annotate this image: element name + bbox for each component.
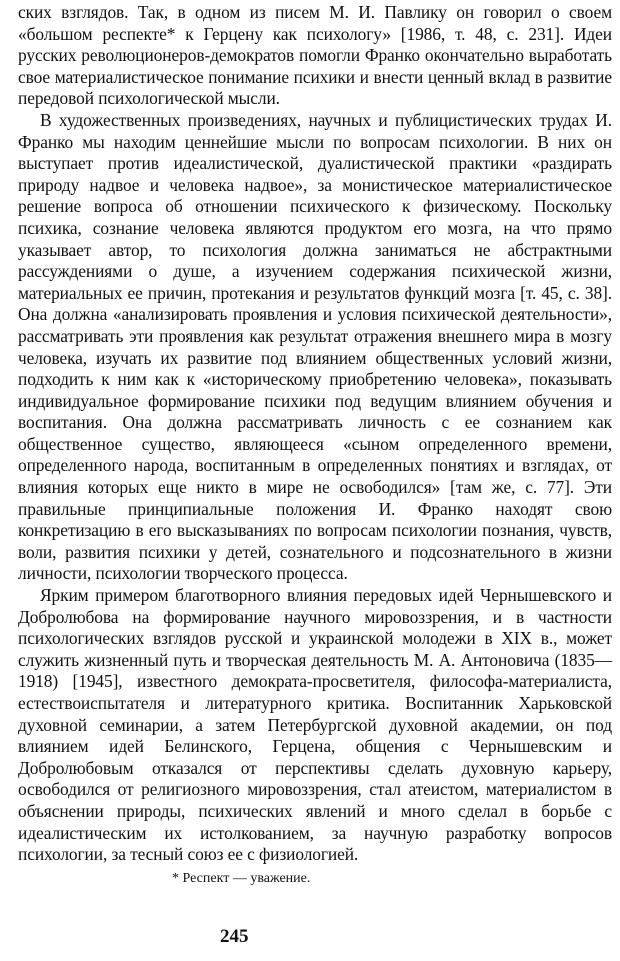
paragraph-3: Ярким примером благотворного влияния передовых идей Чернышевского и Добролюбова на формирование научного мировоззрения, и в частности психологических взглядов русской и украинской молодежи в XIX в., может служить жизненный путь и творческая деятельность М. А. Антоновича (1835—1918) [1945], известного демократа-просветителя, философа-материалиста, естествоиспытателя и литературного критика. Воспитанник Харьковской духовной семинарии, а затем Петербургской духовной академии, он под влиянием идей Белинского, Герцена, общения с Чернышевским и Добролюбовым отказался от перспективы сделать духовную карьеру, освободился от религиозного мировоззрения, стал атеистом, материалистом в объяснении природы, психических явлений и много сделал в борьбе с идеалистическим их истолкованием, за научную разработку вопросов психологии, за тесный союз ее с физиологией. [18, 585, 612, 865]
paragraph-2: В художественных произведениях, научных и публицистических трудах И. Франко мы находим ценнейшие мысли по вопросам психологии. В них он выступает против идеалистической, дуалистической практики «раздирать природу надвое и человека надвое», за монистическое материалистическое решение вопроса об отношении психического к физическому. Поскольку психика, сознание человека являются продуктом его мозга, на что прямо указывает автор, то психология должна заниматься не абстрактными рассуждениями о душе, а изучением содержания психической жизни, материальных ее причин, протекания и результатов функций мозга [т. 45, с. 38]. Она должна «анализировать проявления и условия психической деятельности», рассматривать эти проявления как результат отражения внешнего мира в мозгу человека, изучать их развитие под влиянием общественных условий жизни, подходить к ним как к «историческому приобретению человека», показывать индивидуальное формирование психики под ведущим влиянием обучения и воспитания. Она должна рассматривать личность с ее сознанием как общественное существо, являющееся «сыном определенного времени, определенного народа, воспитанным в определенных понятиях и взглядах, от влияния которых еще никто в мире не освободился» [там же, с. 77]. Эти правильные принципиальные положения И. Франко находят свою конкретизацию в его высказываниях по вопросам психологии познания, чувств, воли, развития психики у детей, сознательного и подсознательного в жизни личности, психологии творческого процесса. [18, 109, 612, 584]
page-number: 245 [220, 926, 249, 947]
body-text [18, 2, 612, 866]
paragraph-1: ских взглядов. Так, в одном из писем М. И. Павлику он говорил о своем «большом респекте* к Герцену как психологу» [1986, т. 48, с. 231]. Идеи русских революционеров-демократов помогли Франко окончательно выработать свое материалистическое понимание психики и внести ценный вклад в развитие передовой психологической мысли. [18, 2, 612, 109]
footnote: * Респект — уважение. [172, 871, 311, 886]
